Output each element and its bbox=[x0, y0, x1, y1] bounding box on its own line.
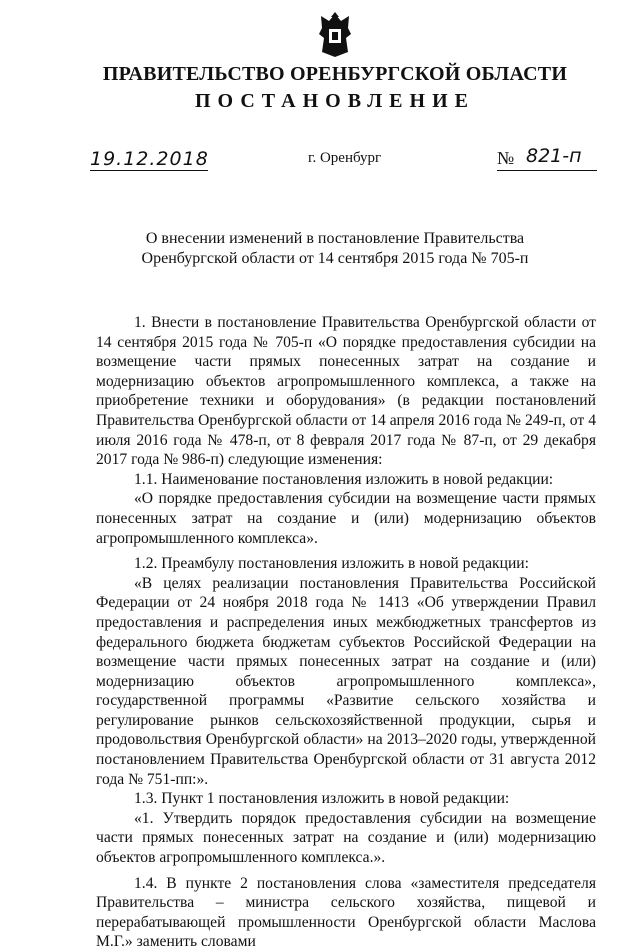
document-date: 19.12.2018 bbox=[90, 148, 209, 170]
date-underline bbox=[90, 170, 208, 171]
document-number: 821-п bbox=[526, 145, 582, 167]
number-underline bbox=[497, 170, 597, 171]
coat-of-arms-icon bbox=[315, 12, 355, 58]
document-subject: О внесении изменений в постановление Правительства Оренбургской области от 14 сентября 2015 года № 705-п bbox=[141, 230, 529, 267]
document-body bbox=[96, 313, 596, 952]
paragraph: «О порядке предоставления субсидии на возмещение части прямых понесенных затрат на создание и (или) модернизацию объектов агропромышленного комплекса». bbox=[96, 490, 596, 547]
paragraph: «1. Утвердить порядок предоставления субсидии на возмещение части прямых понесенных затрат на создание и (или) модернизацию объектов агропромышленного комплекса.». bbox=[96, 809, 596, 867]
number-label: № bbox=[497, 148, 515, 168]
paragraph: 1. Внести в постановление Правительства Оренбургской области от 14 сентября 2015 года № 705-п «О порядке предоставления субсидии на возмещение части прямых понесенных затрат на создание и модернизацию объектов агропромышленного комплекса, а также на приобретение техники и оборудования» (в редакции постановлений Правительства Оренбургской области от 14 апреля 2016 года № 249-п, от 4 июля 2016 года № 478-п, от 8 февраля 2017 года № 87-п, от 29 декабря 2017 года № 986-п) следующие изменения: bbox=[96, 314, 596, 469]
paragraph: «В целях реализации постановления Правительства Российской Федерации от 24 ноября 2018 года № 1413 «Об утверждении Правил предоставления и распределения иных межбюджетных трансфертов из федерального бюджета бюджетам субъектов Российской Федерации на возмещение части прямых понесенных затрат на создание и (или) модернизацию объектов агропромышленного комплекса», государственной программы «Развитие сельского хозяйства и регулирование рынков сельскохозяйственной продукции, сырья и продовольствия Оренбургской области» на 2013–2020 годы, утвержденной постановлением Правительства Оренбургской области от 31 августа 2012 года № 751-пп:». bbox=[96, 574, 596, 788]
paragraph: 1.3. Пункт 1 постановления изложить в новой редакции: bbox=[134, 790, 510, 808]
paragraph: 1.4. В пункте 2 постановления слова «заместителя председателя Правительства – министра сельского хозяйства, пищевой и перерабатывающей промышленности Оренбургской области Маслова М.Г.» заменить словами bbox=[96, 874, 596, 951]
organization-title: ПРАВИТЕЛЬСТВО ОРЕНБУРГСКОЙ ОБЛАСТИ bbox=[102, 63, 568, 85]
document-type: ПОСТАНОВЛЕНИЕ bbox=[195, 90, 475, 112]
paragraph: 1.1. Наименование постановления изложить в новой редакции: bbox=[134, 470, 554, 488]
document-city: г. Оренбург bbox=[308, 150, 382, 166]
paragraph: 1.2. Преамбулу постановления изложить в новой редакции: bbox=[134, 555, 529, 573]
